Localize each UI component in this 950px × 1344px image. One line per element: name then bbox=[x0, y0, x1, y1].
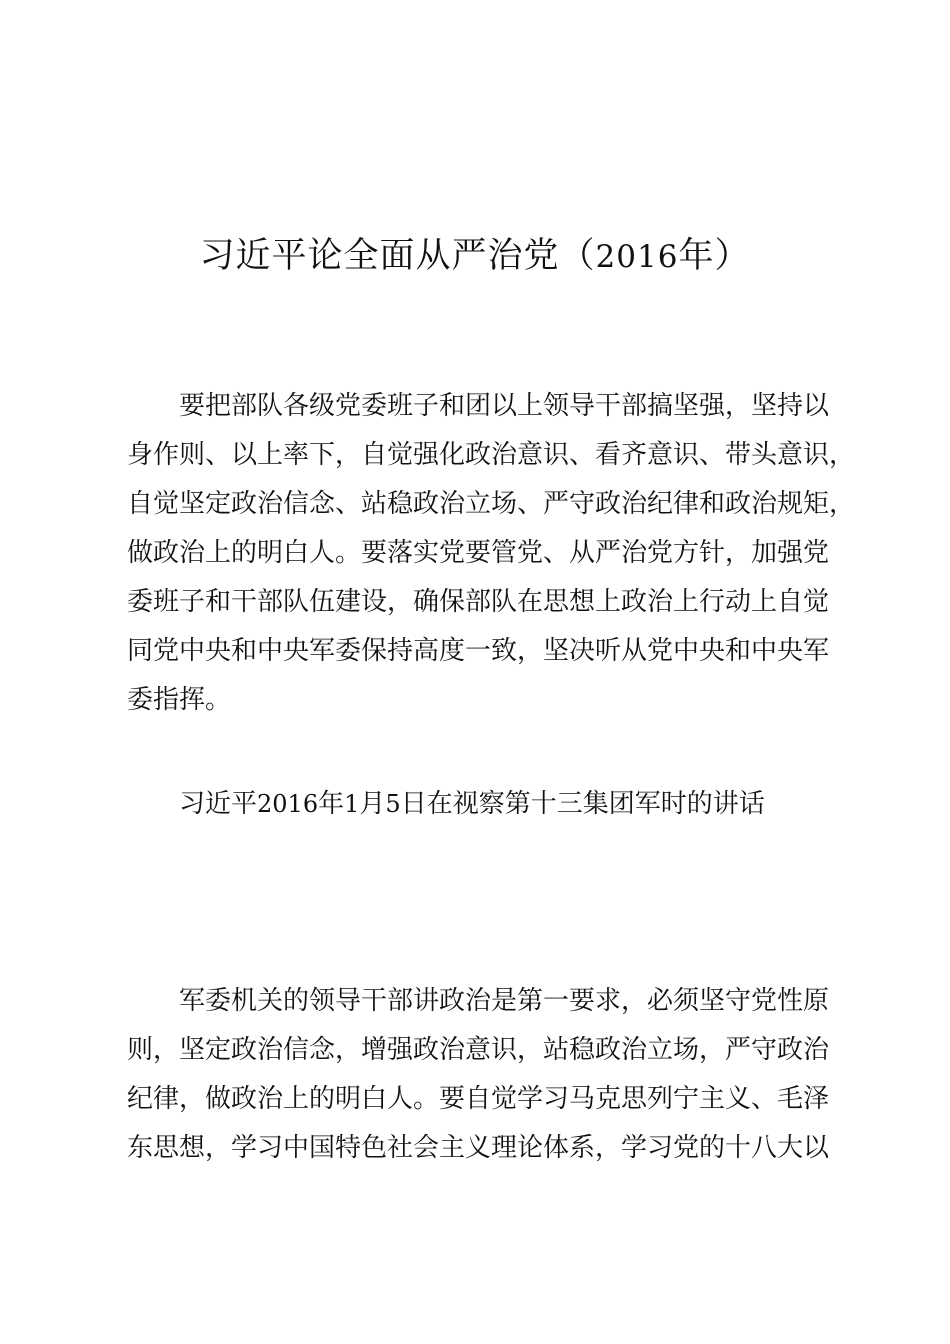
paragraph-line: 同党中央和中央军委保持高度一致，坚决听从党中央和中央军 bbox=[127, 636, 830, 666]
source-speaker: 习近平 bbox=[179, 789, 258, 819]
paragraph-1 bbox=[127, 382, 856, 725]
paragraph-line: 则，坚定政治信念，增强政治意识，站稳政治立场，严守政治 bbox=[127, 1035, 830, 1065]
source-day: 5 bbox=[385, 790, 401, 818]
paragraph-2 bbox=[127, 977, 837, 1173]
title-prefix: 习近平论全面从严治党（ bbox=[199, 236, 596, 276]
paragraph-line: 自觉坚定政治信念、站稳政治立场、严守政治纪律和政治规矩， bbox=[127, 489, 856, 519]
paragraph-line: 要把部队各级党委班子和团以上领导干部搞坚强，坚持以 bbox=[179, 391, 830, 421]
page-title bbox=[0, 232, 950, 281]
title-suffix: 年） bbox=[678, 236, 751, 276]
paragraph-line: 军委机关的领导干部讲政治是第一要求，必须坚守党性原 bbox=[179, 986, 830, 1016]
paragraph-line: 委指挥。 bbox=[127, 685, 232, 715]
source-year: 2016 bbox=[257, 790, 319, 818]
source-year-unit: 年 bbox=[318, 789, 345, 819]
paragraph-line: 做政治上的明白人。要落实党要管党、从严治党方针，加强党 bbox=[127, 538, 830, 568]
paragraph-line: 委班子和干部队伍建设，确保部队在思想上政治上行动上自觉 bbox=[127, 587, 830, 617]
source-month: 1 bbox=[344, 790, 360, 818]
paragraph-line: 身作则、以上率下，自觉强化政治意识、看齐意识、带头意识， bbox=[127, 440, 856, 470]
paragraph-line: 纪律，做政治上的明白人。要自觉学习马克思列宁主义、毛泽 bbox=[127, 1084, 830, 1114]
source-month-unit: 月 bbox=[359, 789, 386, 819]
title-year: 2016 bbox=[595, 239, 679, 275]
paragraph-line: 东思想，学习中国特色社会主义理论体系，学习党的十八大以 bbox=[127, 1133, 830, 1163]
source-event: 日在视察第十三集团军时的讲话 bbox=[400, 789, 765, 819]
source-citation bbox=[179, 780, 765, 829]
